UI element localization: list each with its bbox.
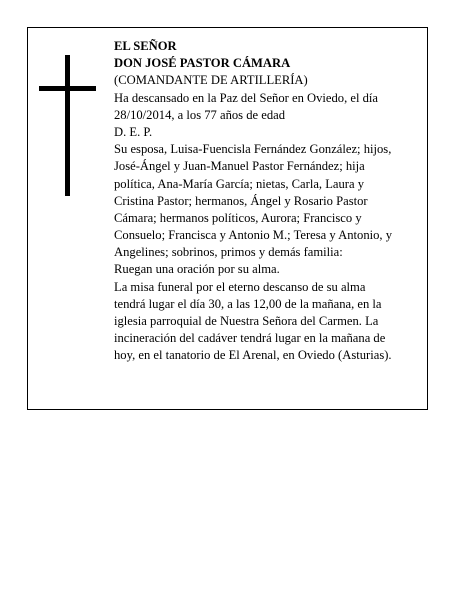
notice-line: incineración del cadáver tendrá lugar en la mañana de bbox=[114, 331, 386, 346]
notice-line: Ha descansado en la Paz del Señor en Oviedo, el día bbox=[114, 90, 379, 105]
deceased-rank: (COMANDANTE DE ARTILLERÍA) bbox=[114, 73, 308, 88]
notice-line: iglesia parroquial de Nuestra Señora del Carmen. La bbox=[114, 314, 379, 328]
notice-line: Ruegan una oración por su alma. bbox=[114, 262, 280, 277]
notice-line: tendrá lugar el día 30, a las 12,00 de la mañana, en la bbox=[114, 296, 382, 311]
notice-line: 28/10/2014, a los 77 años de edad bbox=[114, 107, 286, 122]
notice-line: Consuelo; Francisca y Antonio M.; Teresa y Antonio, y bbox=[114, 228, 393, 243]
notice-line: Su esposa, Luisa-Fuencisla Fernández González; hijos, bbox=[114, 142, 392, 157]
notice-heading: EL SEÑOR bbox=[114, 39, 177, 53]
notice-line: D. E. P. bbox=[114, 124, 153, 139]
notice-line: política, Ana-María García; nietas, Carla, Laura y bbox=[114, 176, 365, 191]
cross-icon-crossbar bbox=[39, 86, 96, 91]
cross-icon bbox=[65, 55, 70, 196]
notice-line: Cámara; hermanos políticos, Aurora; Francisco y bbox=[114, 210, 362, 225]
notice-line: Angelines; sobrinos, primos y demás familia: bbox=[114, 245, 343, 260]
notice-line: hoy, en el tanatorio de El Arenal, en Oviedo (Asturias). bbox=[114, 348, 392, 363]
obituary-text bbox=[114, 38, 424, 365]
notice-line: La misa funeral por el eterno descanso de su alma bbox=[114, 279, 366, 294]
deceased-name: DON JOSÉ PASTOR CÁMARA bbox=[114, 56, 291, 71]
notice-line: José-Ángel y Juan-Manuel Pastor Fernández; hija bbox=[114, 159, 365, 174]
notice-line: Cristina Pastor; hermanos, Ángel y Rosario Pastor bbox=[114, 193, 368, 208]
